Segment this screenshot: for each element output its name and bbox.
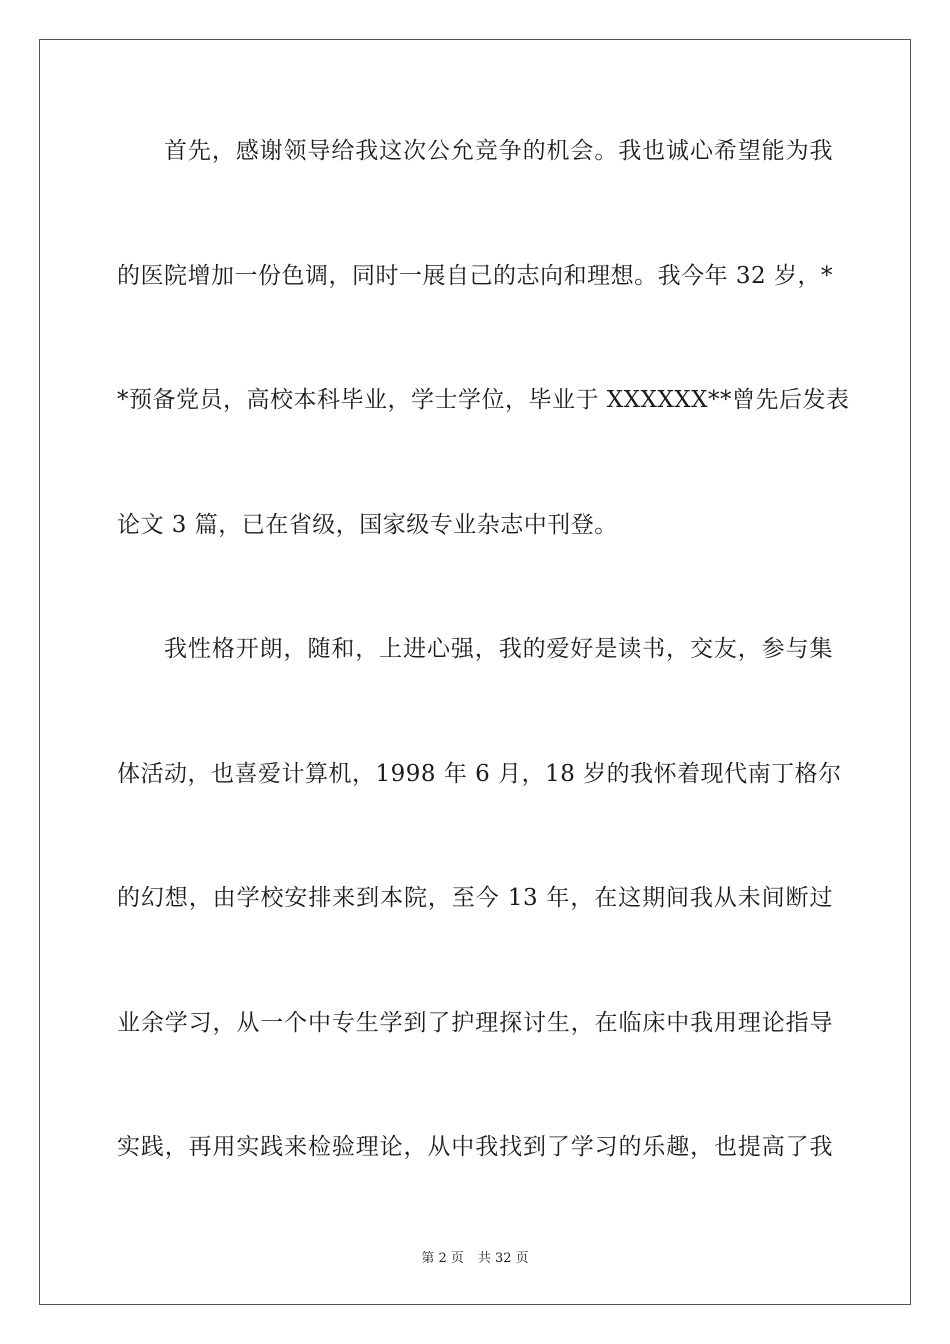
page-footer	[0, 1247, 950, 1266]
page-number: 第 2 页	[421, 1251, 464, 1266]
paragraph-1-line-2: 的医院增加一份色调，同时一展自己的志向和理想。我今年 32 岁，*	[117, 263, 833, 289]
page-border	[39, 39, 911, 1305]
total-pages: 共 32 页	[477, 1251, 529, 1266]
paragraph-2-line-5: 实践，再用实践来检验理论，从中我找到了学习的乐趣，也提高了我	[117, 1134, 833, 1160]
paragraph-2-line-2: 体活动，也喜爱计算机，1998 年 6 月，18 岁的我怀着现代南丁格尔	[117, 761, 842, 787]
paragraph-1-line-1: 首先，感谢领导给我这次公允竞争的机会。我也诚心希望能为我	[164, 138, 833, 164]
paragraph-2-line-1: 我性格开朗，随和，上进心强，我的爱好是读书，交友，参与集	[164, 636, 833, 662]
paragraph-1-line-3: *预备党员，高校本科毕业，学士学位，毕业于 XXXXXX**曾先后发表	[117, 387, 850, 413]
paragraph-1-line-4: 论文 3 篇，已在省级，国家级专业杂志中刊登。	[117, 512, 618, 538]
paragraph-2-line-4: 业余学习，从一个中专生学到了护理探讨生，在临床中我用理论指导	[117, 1010, 833, 1036]
paragraph-2-line-3: 的幻想，由学校安排来到本院，至今 13 年，在这期间我从未间断过	[117, 885, 833, 911]
